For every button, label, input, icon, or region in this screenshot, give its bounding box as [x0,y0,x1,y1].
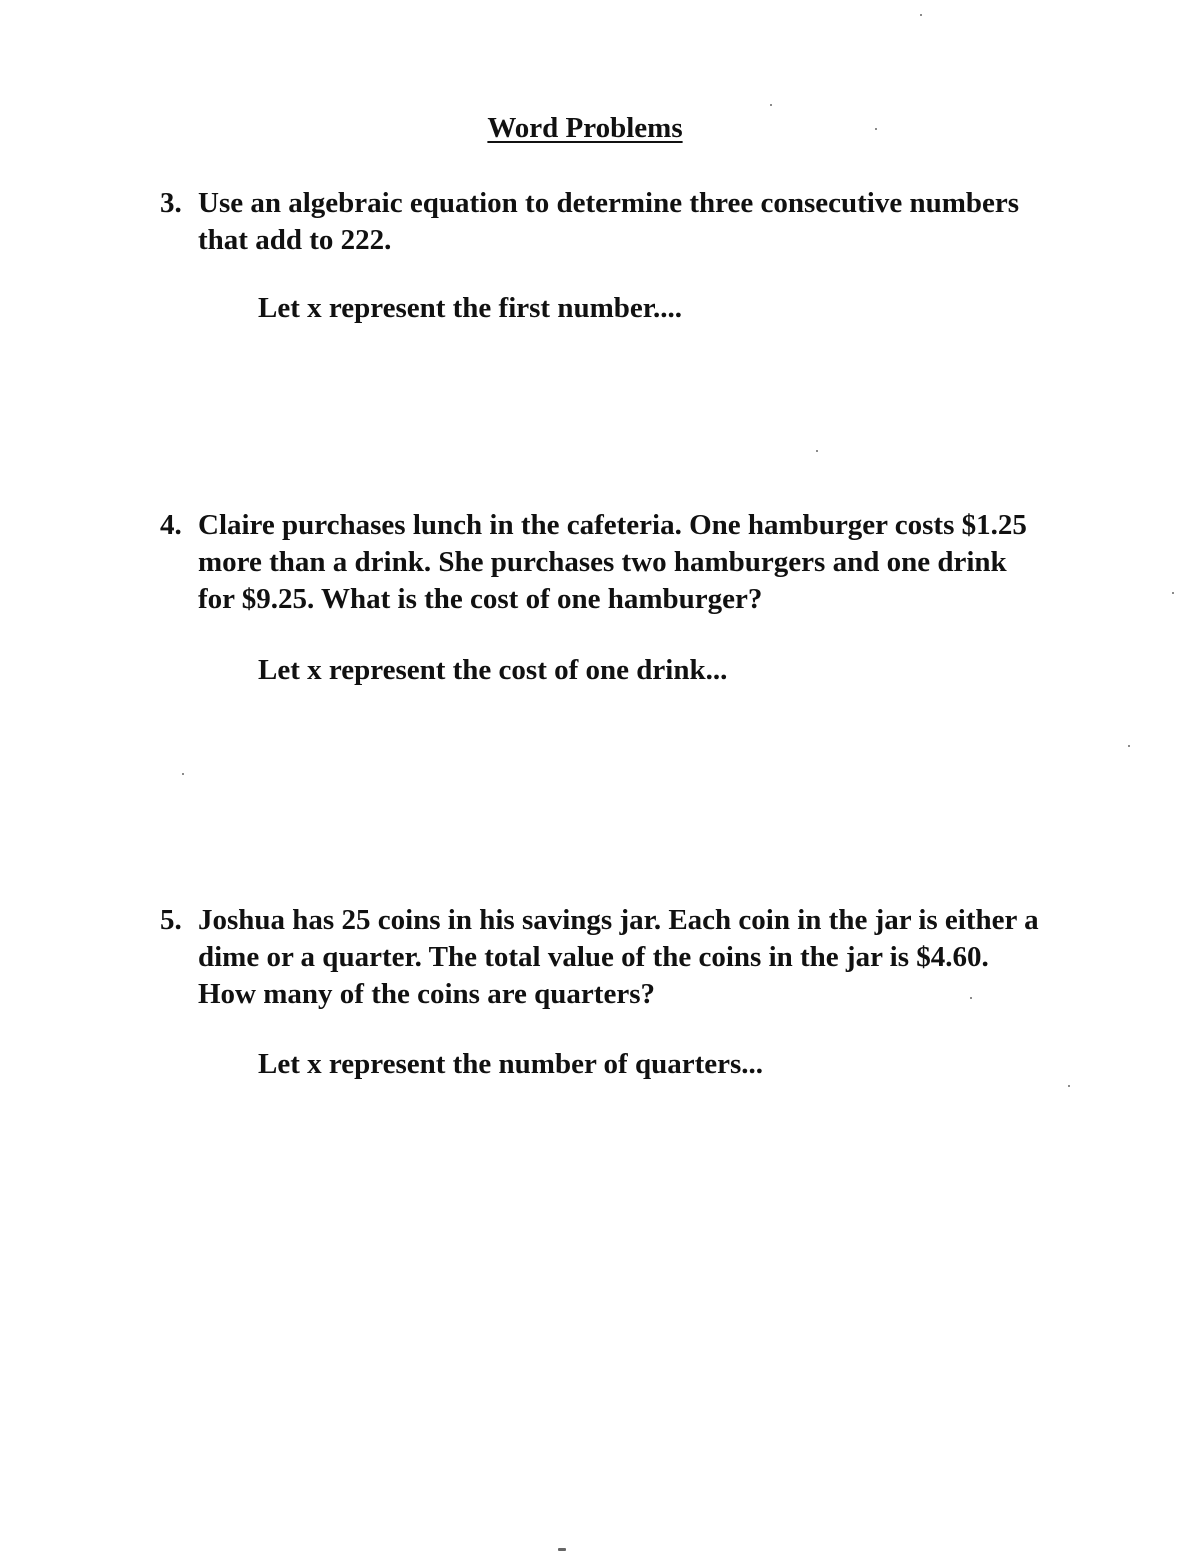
problem-text: Claire purchases lunch in the cafeteria. One hamburger costs $1.25 more than a drink. She purchases two hamburgers and one drink for $9.25. What is the cost of one hamburger? [198,509,1027,615]
scan-speck [1172,592,1174,594]
problem-3 [160,185,1040,259]
scan-speck [920,14,922,16]
scan-speck [1068,1085,1070,1087]
page-title: Word Problems [487,112,683,144]
scan-speck [816,450,818,452]
problem-5-hint: Let x represent the number of quarters... [258,1048,764,1080]
scan-speck [970,997,972,999]
problem-text: Use an algebraic equation to determine three consecutive numbers that add to 222. [198,187,1020,256]
problem-number: 3. [160,187,182,219]
problem-3-hint: Let x represent the first number.... [258,292,682,324]
problem-number: 5. [160,904,182,936]
problem-5 [160,902,1040,1013]
problem-number: 4. [160,509,182,541]
scan-speck [875,128,877,130]
problem-4-hint: Let x represent the cost of one drink... [258,654,728,686]
scan-speck [182,773,184,775]
problem-4 [160,507,1040,618]
scan-speck [770,104,772,106]
problem-text: Joshua has 25 coins in his savings jar. Each coin in the jar is either a dime or a quarter. The total value of the coins in the jar is $4.60. How many of the coins are quarters? [198,904,1039,1010]
scan-speck [1128,745,1130,747]
scan-speck [558,1548,566,1551]
